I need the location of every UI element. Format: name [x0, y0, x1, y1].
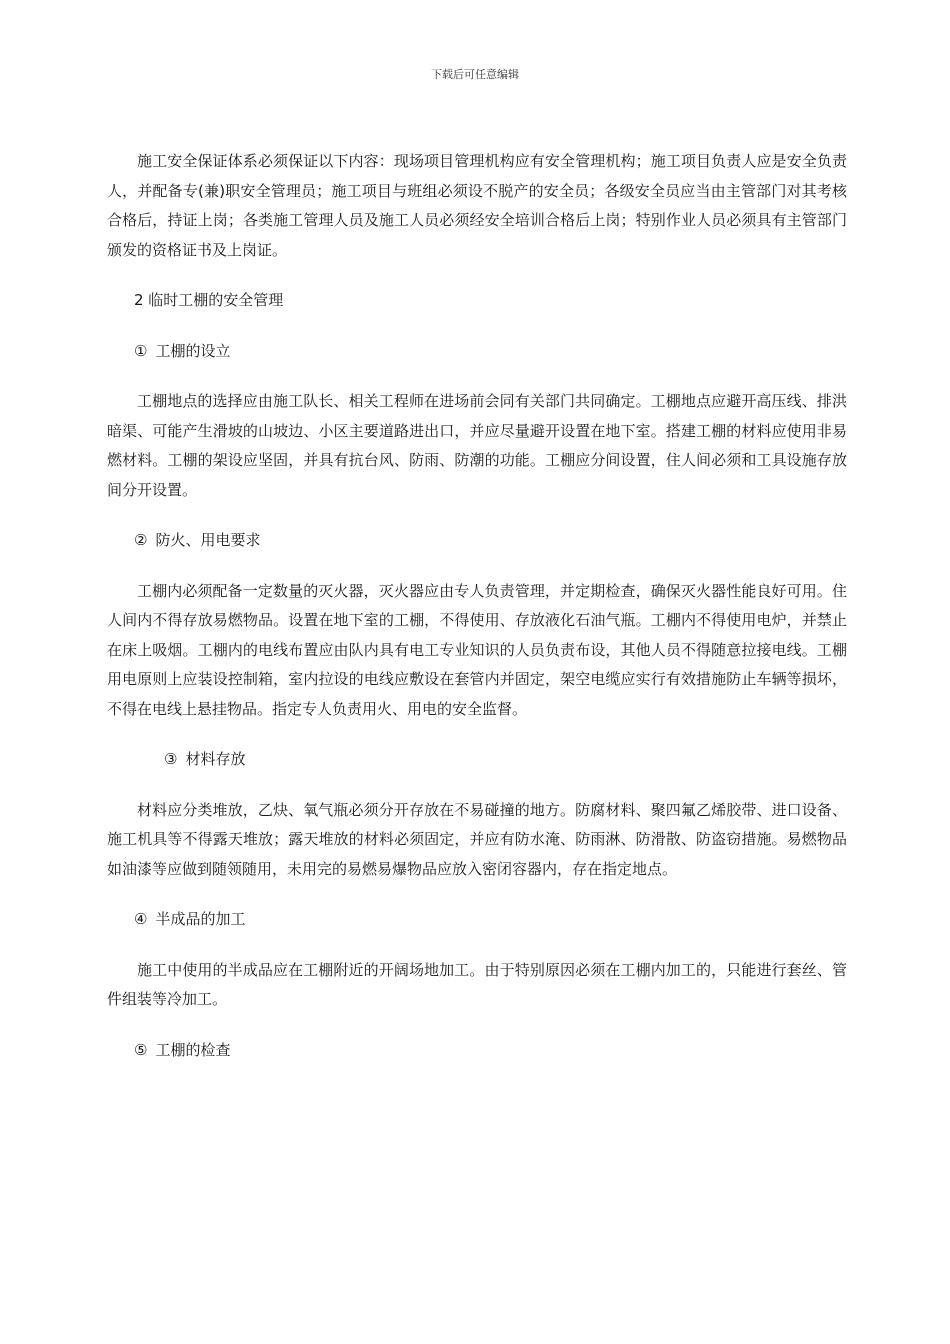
subheading-text: 工棚的检查	[155, 1040, 231, 1059]
subheading-shed-inspection	[107, 1036, 847, 1066]
section-heading-temporary-shed: 2 临时工棚的安全管理	[134, 291, 284, 309]
subheading-number: ①	[134, 341, 148, 360]
paragraph-fire-electricity: 工棚内必须配备一定数量的灭火器，灭火器应由专人负责管理，并定期检查，确保灭火器性能良好可用。住人间内不得存放易燃物品。设置在地下室的工棚，不得使用、存放液化石油气瓶。工棚内不得使用电炉，并禁止在床上吸烟。工棚内的电线布置应由队内具有电工专业知识的人员负责布设，其他人员不得随意拉接电线。工棚用电原则上应装设控制箱，室内拉设的电线应敷设在套管内并固定，架空电缆应实行有效措施防止车辆等损坏，不得在电线上悬挂物品。指定专人负责用火、用电的安全监督。	[107, 581, 847, 718]
paragraph-safety-system: 施工安全保证体系必须保证以下内容：现场项目管理机构应有安全管理机构；施工项目负责人应是安全负责人，并配备专(兼)职安全管理员；施工项目与班组必须设不脱产的安全员；各级安全员应当由主管部门对其考核合格后，持证上岗；各类施工管理人员及施工人员必须经安全培训合格后上岗；特别作业人员必须具有主管部门颁发的资格证书及上岗证。	[107, 152, 847, 259]
paragraph-semi-finished-processing: 施工中使用的半成品应在工棚附近的开阔场地加工。由于特别原因必须在工棚内加工的，只能进行套丝、管件组装等冷加工。	[107, 960, 847, 1008]
paragraph-material-storage: 材料应分类堆放，乙炔、氧气瓶必须分开存放在不易碰撞的地方。防腐材料、聚四氟乙烯胶带、进口设备、施工机具等不得露天堆放；露天堆放的材料必须固定，并应有防水淹、防雨淋、防滑散、防盗窃措施。易燃物品如油漆等应做到随领随用，未用完的易燃易爆物品应放入密闭容器内，存在指定地点。	[107, 800, 847, 878]
page-header: 下载后可任意编辑	[431, 68, 519, 81]
subheading-text: 防火、用电要求	[155, 531, 261, 549]
subheading-number: ④	[134, 910, 148, 928]
subheading-fire-electricity	[107, 526, 847, 556]
subheading-number: ⑤	[134, 1040, 148, 1059]
subheading-text: 材料存放	[185, 750, 246, 768]
subheading-text: 半成品的加工	[155, 910, 246, 928]
subheading-material-storage	[107, 745, 847, 775]
subheading-text: 工棚的设立	[155, 341, 231, 360]
subheading-number: ③	[164, 750, 178, 768]
paragraph-shed-setup: 工棚地点的选择应由施工队长、相关工程师在进场前会同有关部门共同确定。工棚地点应避开高压线、排洪暗渠、可能产生滑坡的山坡边、小区主要道路进出口，并应尽量避开设置在地下室。搭建工棚的材料应使用非易燃材料。工棚的架设应坚固，并具有抗台风、防雨、防潮的功能。工棚应分间设置，住人间必须和工具设施存放间分开设置。	[107, 392, 847, 499]
subheading-shed-setup	[107, 337, 847, 367]
subheading-semi-finished-processing	[107, 905, 847, 935]
subheading-number: ②	[134, 531, 148, 549]
document-body	[107, 147, 847, 1065]
